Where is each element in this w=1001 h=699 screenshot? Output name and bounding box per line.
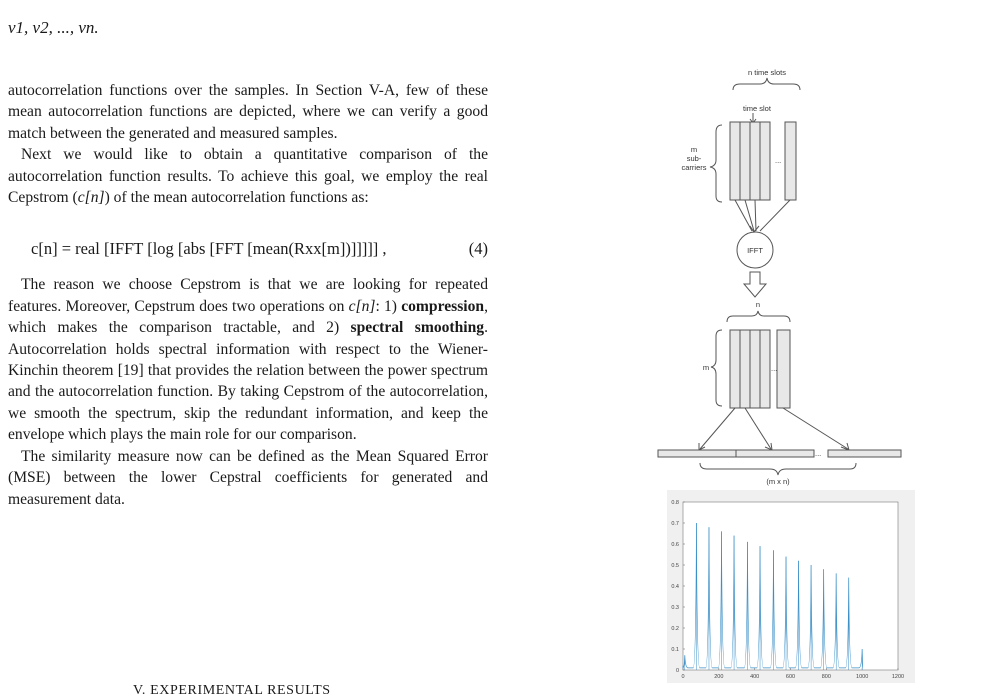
paragraph-2-after: ) of the mean autocorrelation functions as: xyxy=(104,189,369,207)
bold-compression: compression xyxy=(401,297,485,315)
paragraph-2-math: c[n] xyxy=(77,189,105,207)
label-time-slot: time slot xyxy=(743,104,771,113)
x-tick-label: 400 xyxy=(750,674,760,680)
bold-spectral-smoothing: spectral smoothing xyxy=(350,319,485,337)
paragraph-3-c: , which makes the comparison tractable, and 2) xyxy=(8,297,488,337)
label-n-time-slots: n time slots xyxy=(748,68,786,77)
paragraph-3-b: : 1) xyxy=(375,297,402,315)
label-dots-upper: ... xyxy=(775,156,782,165)
paragraph-4: The similarity measure now can be defined as the Mean Squared Error (MSE) between the lower Cepstral coefficients for generated and measurement data. xyxy=(8,447,488,508)
label-m-lower: m xyxy=(702,363,710,372)
lower-col-2 xyxy=(740,330,750,408)
paragraph-3-math: c[n] xyxy=(348,297,376,315)
slot-col-3 xyxy=(750,122,760,200)
y-tick-label: 0.5 xyxy=(671,563,679,569)
paragraph-2-before: Next we would like to obtain a quantitative comparison of the autocorrelation function results. To achieve this goal, we employ the real Cepstrom ( xyxy=(8,146,488,207)
lower-col-1 xyxy=(730,330,740,408)
lower-col-3 xyxy=(750,330,760,408)
label-m: m xyxy=(690,145,698,154)
label-carriers: carriers xyxy=(681,163,707,172)
x-tick-label: 0 xyxy=(681,674,685,680)
label-ifft: IFFT xyxy=(747,246,763,255)
lower-col-n xyxy=(777,330,790,408)
paragraph-1: autocorrelation functions over the samples. In Section V-A, few of these mean autocorrelation functions are depicted, where we can verify a good match between the generated and measured samples. xyxy=(8,82,488,142)
y-tick-label: 0.4 xyxy=(671,584,679,590)
equation-number: (4) xyxy=(468,239,488,259)
chart-plot-area xyxy=(683,502,898,670)
label-dots-lower: ... xyxy=(771,364,778,373)
x-tick-label: 200 xyxy=(714,674,724,680)
slot-col-2 xyxy=(740,122,750,200)
x-tick-label: 1000 xyxy=(856,674,869,680)
slot-col-n xyxy=(785,122,796,200)
y-tick-label: 0.7 xyxy=(671,521,679,527)
lower-col-4 xyxy=(760,330,770,408)
label-mxn: (m x n) xyxy=(766,477,790,486)
y-tick-label: 0.3 xyxy=(671,605,679,611)
x-tick-label: 600 xyxy=(785,674,796,680)
slot-col-1 xyxy=(730,122,740,200)
x-tick-label: 800 xyxy=(821,674,831,680)
label-sub: sub- xyxy=(686,154,702,163)
paragraph-3-a: The reason we choose Cepstrom is that we are looking for repeated features. Moreover, Cepstrum does two operations on xyxy=(8,276,488,315)
hollow-down-arrow xyxy=(744,272,766,297)
row-box-2 xyxy=(736,450,814,457)
y-tick-label: 0.2 xyxy=(671,626,679,632)
equation: c[n] = real [IFFT [log [abs [FFT [mean(Rxx[m])]]]]] , xyxy=(31,239,387,259)
x-tick-label: 1200 xyxy=(891,674,905,680)
y-tick-label: 0.6 xyxy=(671,542,679,548)
y-tick-label: 0 xyxy=(675,668,679,674)
brace-n-time-slots xyxy=(733,78,800,90)
section-heading: V. EXPERIMENTAL RESULTS xyxy=(133,683,331,698)
y-tick-label: 0.8 xyxy=(671,500,679,506)
brace-n xyxy=(727,311,790,322)
label-dots-row: ... xyxy=(815,449,822,458)
brace-mxn xyxy=(700,463,856,475)
slot-col-4 xyxy=(760,122,770,200)
brace-m xyxy=(711,330,722,406)
row-box-1 xyxy=(658,450,736,457)
row-box-n xyxy=(828,450,901,457)
label-n: n xyxy=(755,300,761,309)
paragraph-3-d: . Autocorrelation holds spectral information with respect to the Wiener-Kinchin theorem [19] that provides the relation between the power spectrum and the autocorrelation function. By taking Cepstrom of the autocorrelation, we smooth the spectrum, skip the redundant information, and keep the envelope which plays the main role for our comparison. xyxy=(8,319,488,444)
brace-m-subcarriers xyxy=(710,125,722,202)
y-tick-label: 0.1 xyxy=(671,647,679,653)
previous-line: v1, v2, ..., vn. xyxy=(8,18,99,37)
